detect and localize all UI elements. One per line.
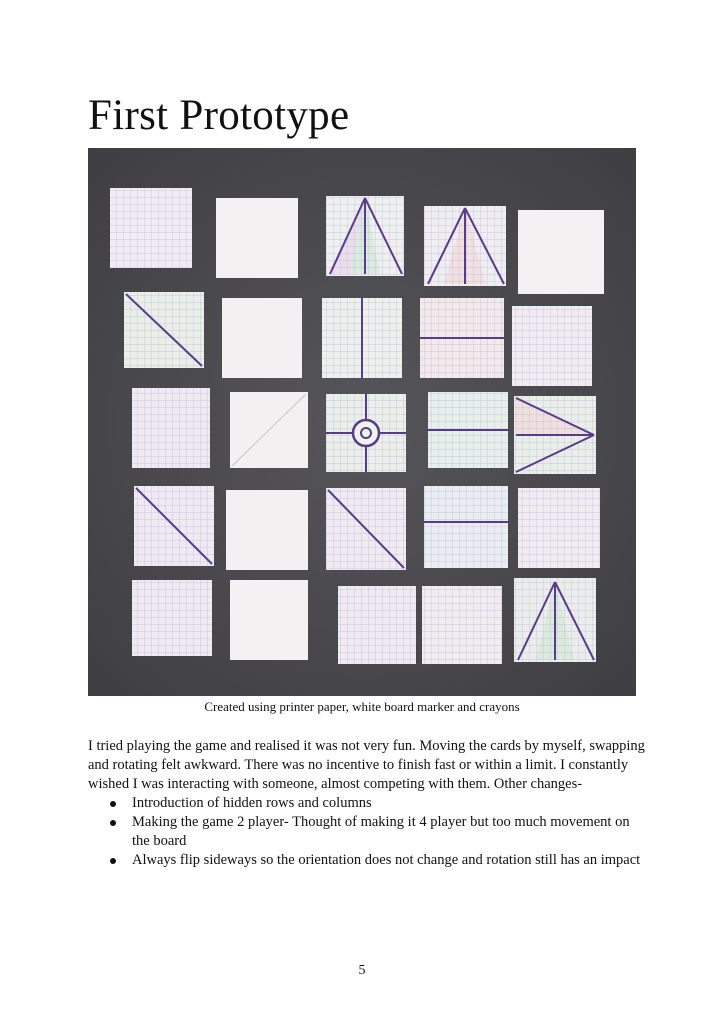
card-r1-c1 bbox=[110, 188, 192, 268]
card-r4-c3 bbox=[326, 488, 406, 570]
card-r4-c5 bbox=[518, 488, 600, 568]
prototype-board-illustration bbox=[88, 148, 636, 696]
list-item: Introduction of hidden rows and columns bbox=[132, 794, 648, 813]
card-r3-c2 bbox=[230, 392, 308, 468]
card-r5-c2 bbox=[230, 580, 308, 660]
card-r2-c3 bbox=[322, 298, 402, 378]
card-r1-c4 bbox=[424, 206, 506, 286]
prototype-photo bbox=[88, 148, 636, 696]
page-number: 5 bbox=[358, 963, 366, 978]
card-r4-c2 bbox=[226, 490, 308, 570]
card-r5-c5 bbox=[514, 578, 596, 662]
card-r1-c3 bbox=[326, 196, 404, 276]
photo-caption: Created using printer paper, white board marker and crayons bbox=[204, 699, 520, 714]
card-r2-c2 bbox=[222, 298, 302, 378]
list-item: Always flip sideways so the orientation does not change and rotation still has an impact bbox=[132, 851, 648, 870]
card-r2-c5 bbox=[512, 306, 592, 386]
list-item: Making the game 2 player- Thought of making it 4 player but too much movement on the board bbox=[132, 813, 648, 851]
card-r1-c2 bbox=[216, 198, 298, 278]
changes-list bbox=[88, 794, 648, 870]
card-r3-c4 bbox=[428, 392, 508, 468]
body-text bbox=[88, 737, 648, 870]
card-r3-c5 bbox=[514, 396, 596, 474]
card-r5-c1 bbox=[132, 580, 212, 656]
body-paragraph: I tried playing the game and realised it was not very fun. Moving the cards by myself, swapping and rotating felt awkward. There was no incentive to finish fast or within a limit. I constantly wished I was interacting with someone, almost competing with them. Other changes- bbox=[88, 738, 645, 792]
card-r2-c4 bbox=[420, 298, 504, 378]
card-r2-c1 bbox=[124, 292, 204, 368]
card-r4-c4 bbox=[424, 486, 508, 568]
card-r5-c4 bbox=[422, 586, 502, 664]
card-r4-c1 bbox=[134, 486, 214, 566]
card-r3-c1 bbox=[132, 388, 210, 468]
card-r5-c3 bbox=[338, 586, 416, 664]
card-r1-c5 bbox=[518, 210, 604, 294]
page-title: First Prototype bbox=[88, 92, 350, 139]
card-r3-c3 bbox=[326, 394, 406, 472]
